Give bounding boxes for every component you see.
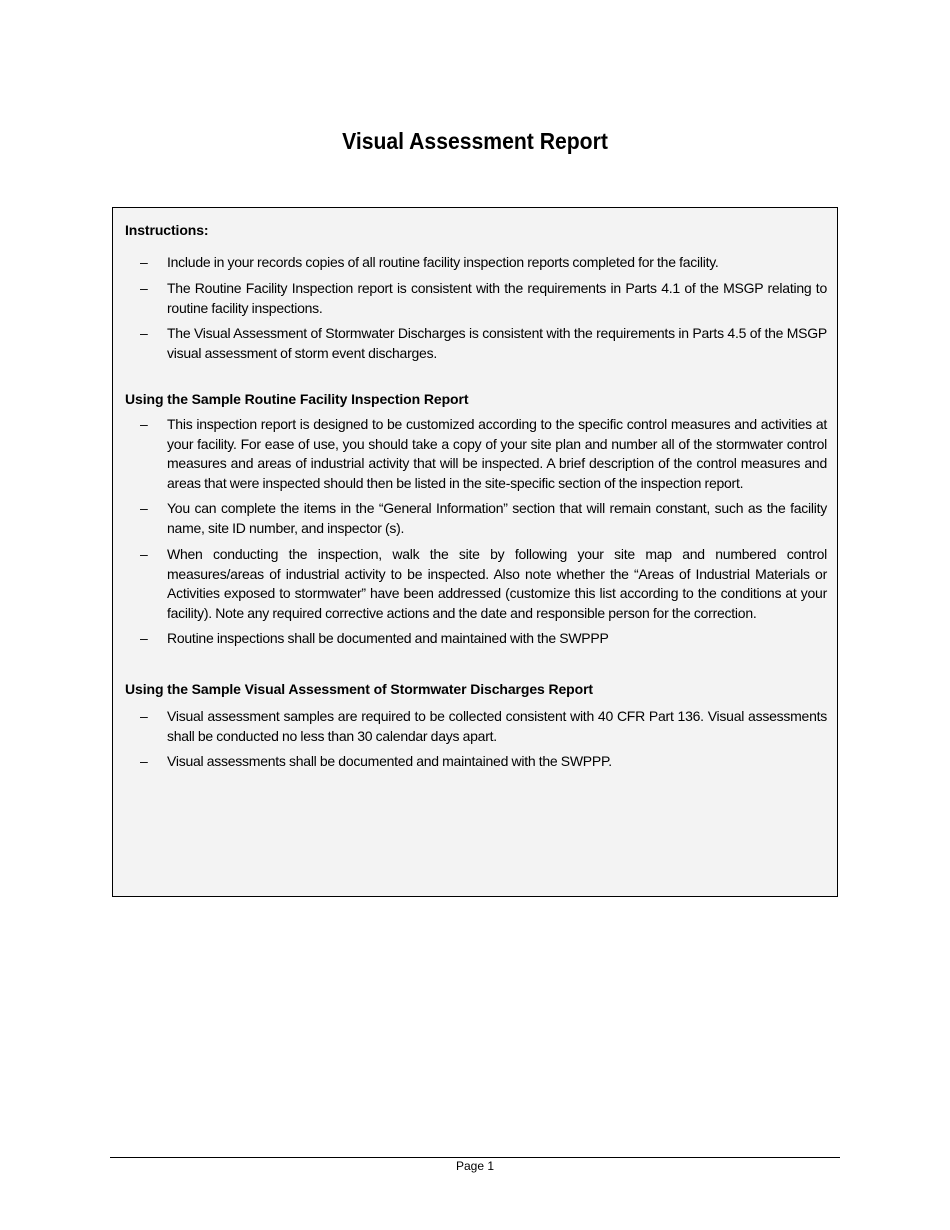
list-item-text: Visual assessment samples are required to be collected consistent with 40 CFR Part 136. Visual assessments shall be conducted no less than 30 calendar days apart. (167, 708, 827, 744)
footer-rule (110, 1157, 840, 1158)
list-item-text: Include in your records copies of all routine facility inspection reports completed for the facility. (167, 254, 719, 270)
dash-bullet: – (140, 254, 148, 270)
instructions-box (112, 207, 838, 897)
dash-bullet: – (140, 630, 148, 646)
routine-section-heading: Using the Sample Routine Facility Inspection Report (125, 391, 469, 407)
dash-bullet: – (140, 546, 148, 562)
dash-bullet: – (140, 416, 148, 432)
list-item-text: This inspection report is designed to be customized according to the specific control measures and activities at your facility. For ease of use, you should take a copy of your site plan and number all of the stormwater control measures and areas of industrial activity that will be inspected. A brief description of the control measures and areas that were inspected should then be listed in the site-specific section of the inspection report. (167, 416, 827, 491)
dash-bullet: – (140, 500, 148, 516)
instructions-heading: Instructions: (125, 222, 209, 238)
visual-section-heading: Using the Sample Visual Assessment of Stormwater Discharges Report (125, 681, 593, 697)
dash-bullet: – (140, 753, 148, 769)
page-number: Page 1 (455, 1159, 495, 1173)
list-item-text: The Routine Facility Inspection report is consistent with the requirements in Parts 4.1 of the MSGP relating to routine facility inspections. (167, 280, 827, 316)
dash-bullet: – (140, 708, 148, 724)
dash-bullet: – (140, 280, 148, 296)
list-item-text: You can complete the items in the “General Information” section that will remain constant, such as the facility name, site ID number, and inspector (s). (167, 500, 827, 536)
list-item-text: Visual assessments shall be documented and maintained with the SWPPP. (167, 753, 612, 769)
dash-bullet: – (140, 325, 148, 341)
list-item-text: Routine inspections shall be documented and maintained with the SWPPP (167, 630, 609, 646)
list-item-text: When conducting the inspection, walk the site by following your site map and numbered control measures/areas of industrial activity to be inspected. Also note whether the “Areas of Industrial Materials or Activities exposed to stormwater” have been addressed (customize this list according to the conditions at your facility). Note any required corrective actions and the date and responsible person for the correction. (167, 546, 827, 621)
list-item-text: The Visual Assessment of Stormwater Discharges is consistent with the requirements in Parts 4.5 of the MSGP visual assessment of storm event discharges. (167, 325, 827, 361)
page-title: Visual Assessment Report (342, 128, 608, 154)
